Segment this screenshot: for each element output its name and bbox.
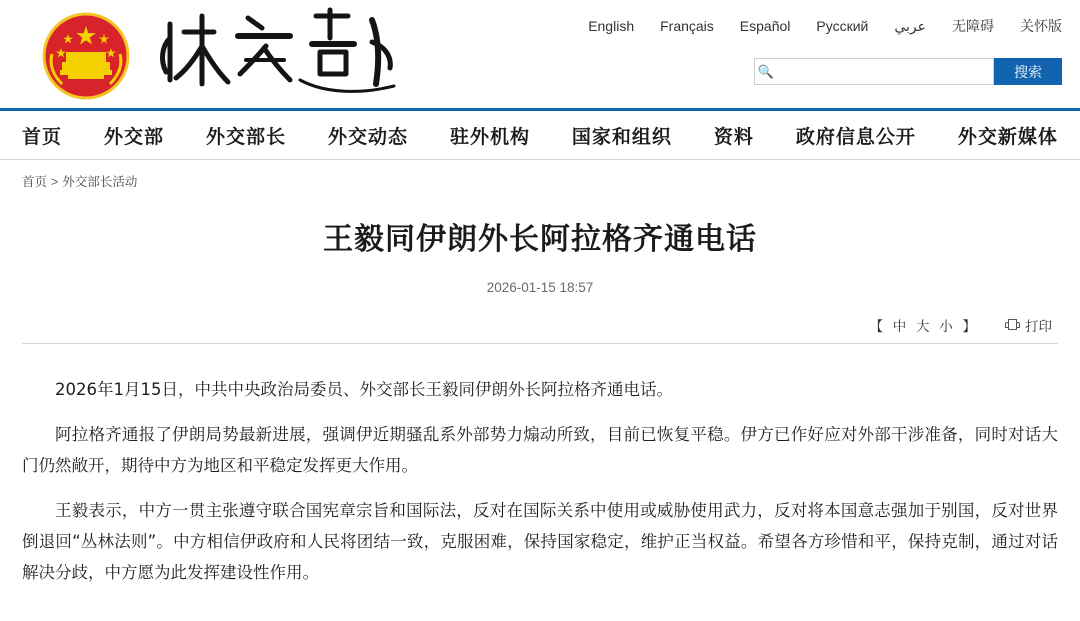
breadcrumb-current[interactable]: 外交部长活动 <box>62 175 138 189</box>
print-label: 打印 <box>1025 319 1052 334</box>
lang-espanol[interactable]: Español <box>739 18 791 34</box>
nav-item-countries[interactable]: 国家和组织 <box>571 126 672 148</box>
main-navigation <box>0 108 1080 160</box>
nav-item-home[interactable]: 首页 <box>22 126 63 148</box>
search-box[interactable] <box>754 58 994 85</box>
article-paragraph: 王毅表示，中方一贯主张遵守联合国宪章宗旨和国际法，反对在国际关系中使用或威胁使用武力，反对将本国意志强加于别国，反对世界倒退回“丛林法则”。中方相信伊政府和人民将团结一致，克服困难，保持国家稳定，维护正当权益。希望各方珍惜和平，保持克制，通过对话解决分歧，中方愿为此发挥建设性作用。 <box>22 501 1058 582</box>
accessibility-link[interactable]: 无障碍 <box>952 18 994 34</box>
nav-item-minister[interactable]: 外交部长 <box>205 126 286 148</box>
fontsize-large-button[interactable]: 中 <box>892 319 910 334</box>
lang-english[interactable]: English <box>588 18 635 34</box>
font-size-control <box>869 315 979 335</box>
print-button[interactable] <box>1005 315 1052 335</box>
printer-icon <box>1005 319 1020 331</box>
breadcrumb-separator: > <box>51 175 59 189</box>
fontsize-small-button[interactable]: 小 <box>939 319 956 334</box>
article-paragraph: 2026年1月15日，中共中央政治局委员、外交部长王毅同伊朗外长阿拉格齐通电话。 <box>55 380 673 399</box>
lang-russian[interactable]: Русский <box>816 18 869 34</box>
search-input[interactable] <box>777 58 993 85</box>
search-icon: 🔍 <box>757 63 775 79</box>
mfa-calligraphy-logo-icon[interactable] <box>150 2 410 102</box>
publish-date: 2026-01-15 18:57 <box>486 280 594 295</box>
fontsize-bracket-open: 【 <box>869 319 886 334</box>
article-paragraph: 阿拉格齐通报了伊朗局势最新进展，强调伊近期骚乱系外部势力煽动所致，目前已恢复平稳。伊方已作好应对外部干涉准备，同时对话大门仍然敞开，期待中方为地区和平稳定发挥更大作用。 <box>22 425 1058 475</box>
nav-item-new-media[interactable]: 外交新媒体 <box>957 126 1058 148</box>
page-title: 王毅同伊朗外长阿拉格齐通电话 <box>323 223 757 256</box>
language-bar <box>588 16 1062 36</box>
nav-item-resources[interactable]: 资料 <box>713 126 754 148</box>
nav-item-news[interactable]: 外交动态 <box>327 126 408 148</box>
article-body <box>22 374 1058 588</box>
lang-francais[interactable]: Français <box>660 18 714 34</box>
article-toolbar <box>22 315 1058 335</box>
fontsize-medium-button[interactable]: 大 <box>915 319 933 334</box>
article-divider <box>22 343 1058 344</box>
site-header <box>0 0 1080 108</box>
fontsize-bracket-close: 】 <box>962 319 979 334</box>
breadcrumb <box>0 160 1080 190</box>
site-search <box>754 58 1062 85</box>
article <box>0 214 1080 588</box>
china-national-emblem-icon <box>38 8 134 104</box>
breadcrumb-home[interactable]: 首页 <box>22 175 48 189</box>
search-button[interactable]: 搜索 <box>994 58 1062 85</box>
nav-item-gov-info[interactable]: 政府信息公开 <box>795 126 916 148</box>
lang-arabic[interactable]: عربي <box>894 17 926 34</box>
nav-item-missions[interactable]: 驻外机构 <box>449 126 530 148</box>
nav-item-ministry[interactable]: 外交部 <box>103 126 164 148</box>
care-version-link[interactable]: 关怀版 <box>1020 18 1062 34</box>
